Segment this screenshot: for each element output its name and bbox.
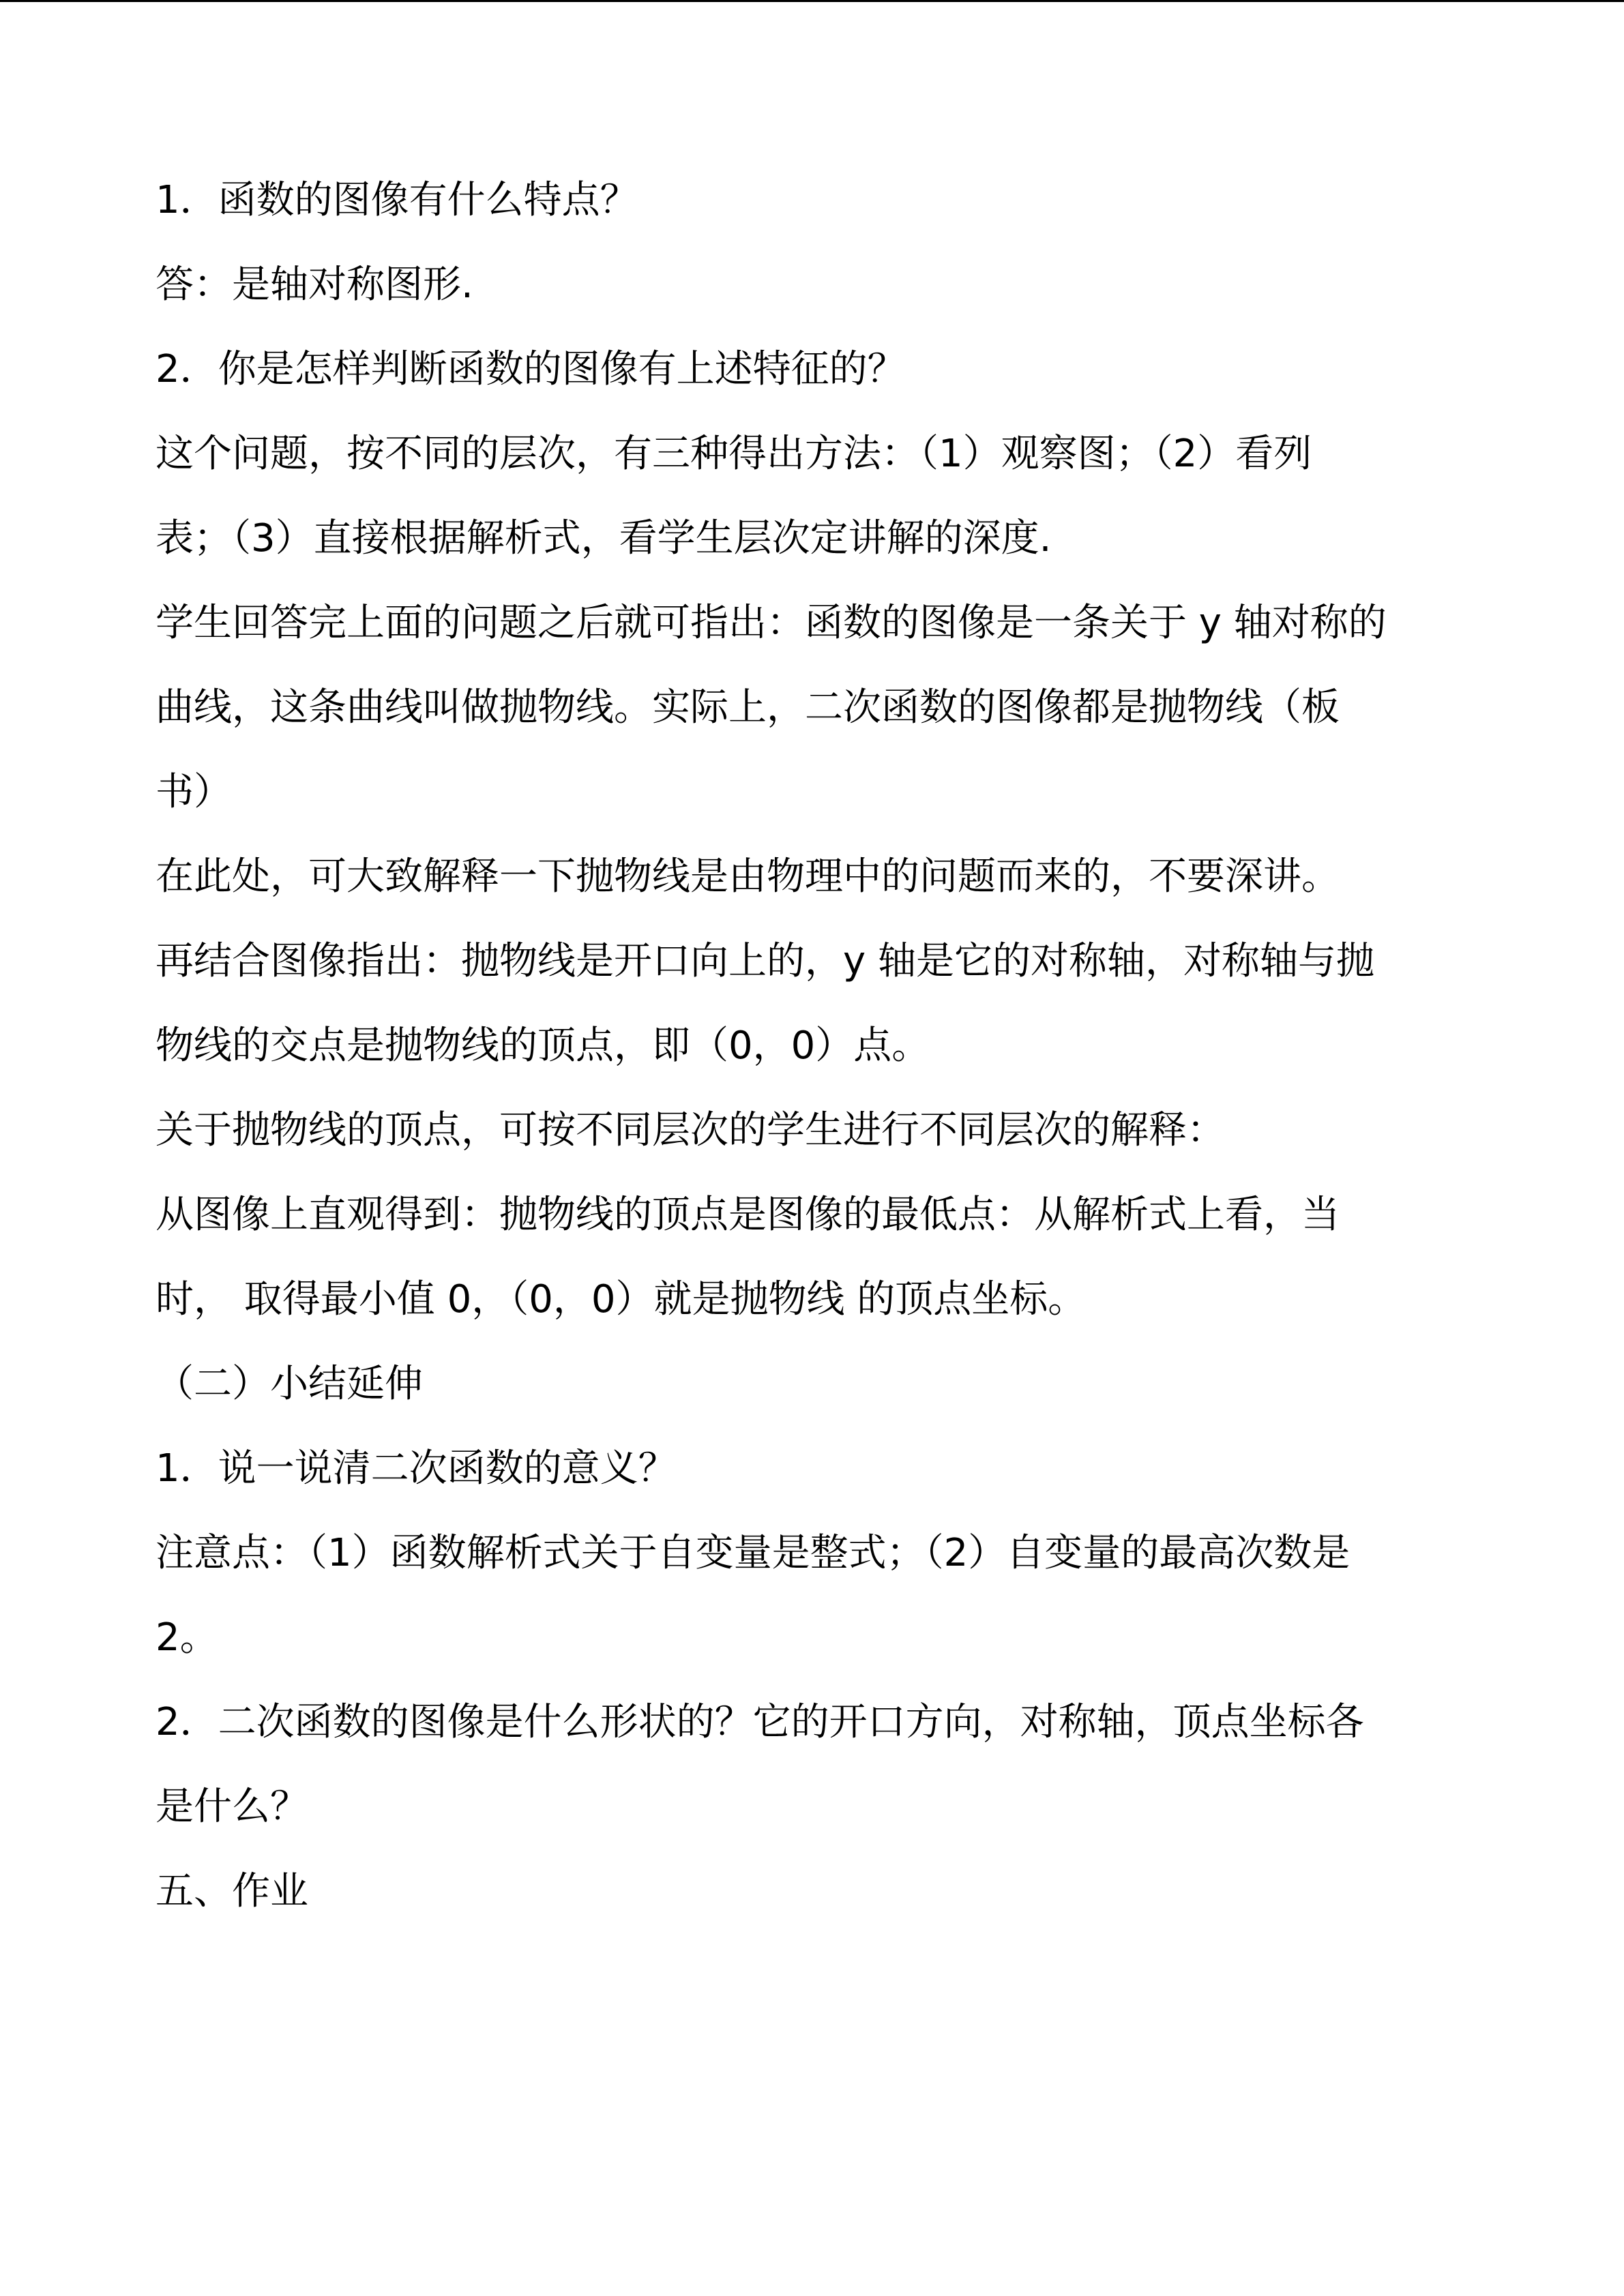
paragraph-line: 注意点：（1）函数解析式关于自变量是整式；（2）自变量的最高次数是 <box>156 1531 1350 1575</box>
paragraph-line: 这个问题，按不同的层次，有三种得出方法：（1）观察图；（2）看列 <box>156 432 1312 476</box>
question-1-line: 1．函数的图像有什么特点？ <box>156 178 638 222</box>
answer-1-line: 答：是轴对称图形. <box>156 263 473 307</box>
paragraph-line: 书） <box>156 770 232 814</box>
document-body <box>156 169 1472 1945</box>
paragraph-line: 关于抛物线的顶点，可按不同层次的学生进行不同层次的解释： <box>156 1108 1225 1152</box>
paragraph-line: 时， 取得最小值 0，（0，0）就是抛物线 的顶点坐标。 <box>156 1277 1087 1322</box>
paragraph-line: 物线的交点是抛物线的顶点，即（0，0）点。 <box>156 1024 930 1068</box>
section-heading: （二）小结延伸 <box>156 1362 423 1406</box>
section-heading: 五、作业 <box>156 1869 308 1913</box>
paragraph-line: 是什么？ <box>156 1785 308 1829</box>
paragraph-line: 表；（3）直接根据解析式，看学生层次定讲解的深度. <box>156 516 1052 561</box>
paragraph-line: 再结合图像指出：抛物线是开口向上的，y 轴是它的对称轴，对称轴与抛 <box>156 939 1374 983</box>
paragraph-line: 曲线，这条曲线叫做抛物线。实际上，二次函数的图像都是抛物线（板 <box>156 685 1340 730</box>
paragraph-line: 在此处，可大致解释一下抛物线是由物理中的问题而来的，不要深讲。 <box>156 854 1340 899</box>
paragraph-line: 2。 <box>156 1615 218 1660</box>
paragraph-line: 学生回答完上面的问题之后就可指出：函数的图像是一条关于 y 轴对称的 <box>156 601 1387 645</box>
question-line: 1．说一说清二次函数的意义？ <box>156 1446 677 1491</box>
question-line: 2．二次函数的图像是什么形状的？它的开口方向，对称轴，顶点坐标各 <box>156 1700 1364 1744</box>
paragraph-line: 从图像上直观得到：抛物线的顶点是图像的最低点：从解析式上看，当 <box>156 1193 1340 1237</box>
question-2-line: 2．你是怎样判断函数的图像有上述特征的？ <box>156 347 906 391</box>
